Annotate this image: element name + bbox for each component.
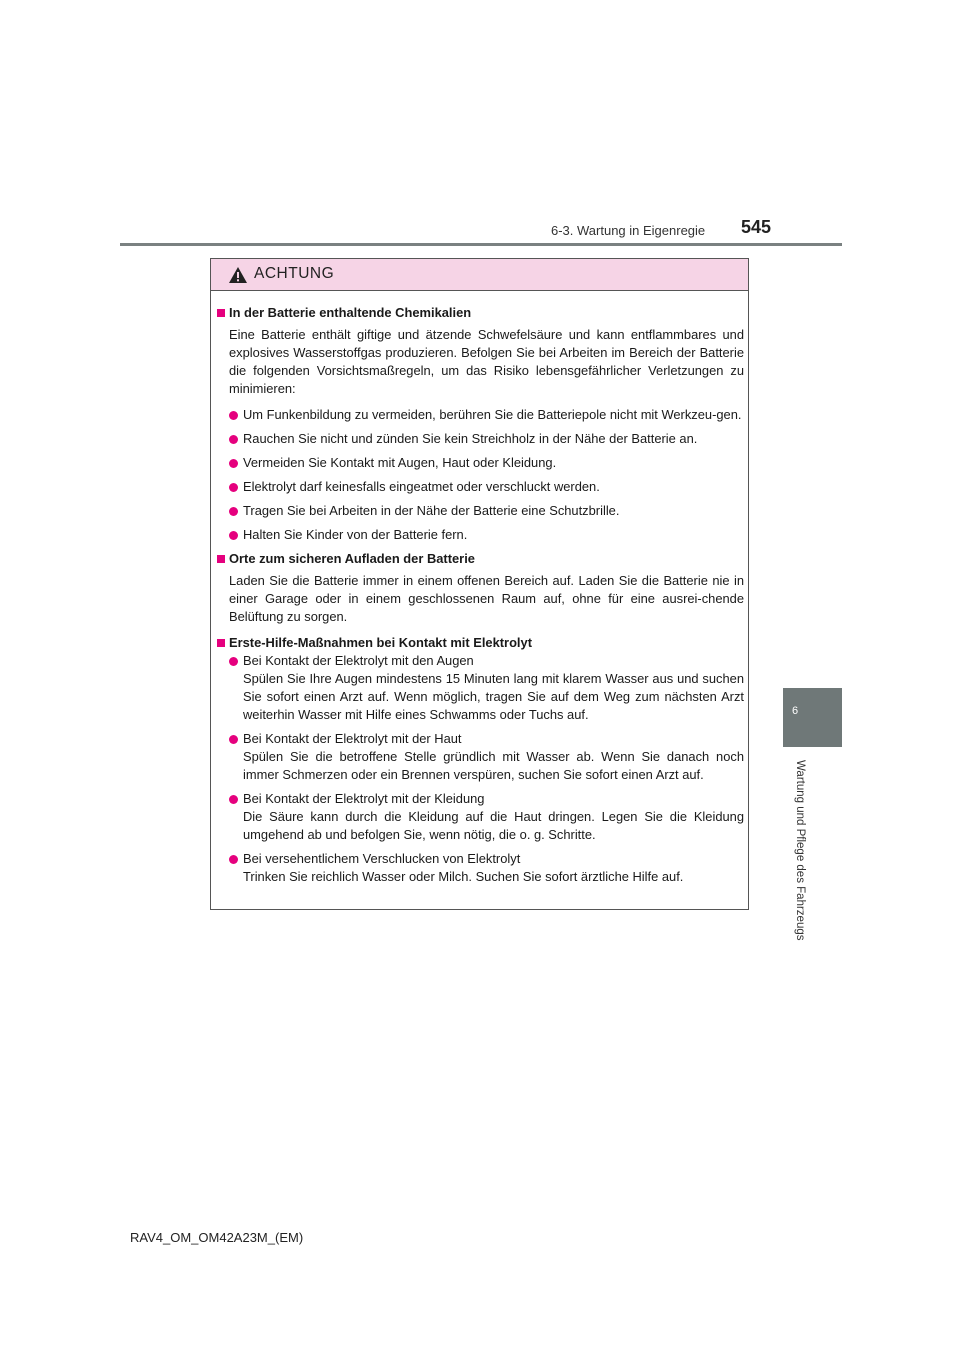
- first-aid-item: [217, 790, 744, 844]
- bullet-text: Rauchen Sie nicht und zünden Sie kein Streichholz in der Nähe der Batterie an.: [243, 431, 698, 446]
- section-heading-text: Erste-Hilfe-Maßnahmen bei Kontakt mit Elektrolyt: [229, 635, 532, 650]
- first-aid-item: [217, 652, 744, 724]
- header-section-title: 6-3. Wartung in Eigenregie: [551, 223, 706, 238]
- bullet-item: [217, 526, 744, 544]
- round-bullet-icon: [229, 795, 238, 804]
- bullet-item: [217, 430, 744, 448]
- section-paragraph: Eine Batterie enthält giftige und ätzende Schwefelsäure und kann entflammbares und explosives Wasserstoffgas produzieren. Befolgen Sie bei Arbeiten im Bereich der Batterie die folgenden Vorsichtsmaßregeln, um das Risiko lebensgefährlicher Verletzungen zu minimieren:: [229, 327, 744, 396]
- first-aid-title: Bei Kontakt der Elektrolyt mit der Haut: [243, 731, 462, 746]
- section-heading-text: In der Batterie enthaltende Chemikalien: [229, 305, 472, 320]
- first-aid-text: Spülen Sie die betroffene Stelle gründlich mit Wasser ab. Wenn Sie danach noch immer Schmerzen oder ein Brennen verspüren, suchen Sie sofort einen Arzt auf.: [243, 749, 744, 782]
- caution-box: [210, 258, 749, 910]
- bullet-text: Halten Sie Kinder von der Batterie fern.: [243, 527, 468, 542]
- page-number: 545: [741, 217, 772, 237]
- round-bullet-icon: [229, 855, 238, 864]
- bullet-text: Um Funkenbildung zu vermeiden, berühren Sie die Batteriepole nicht mit Werkzeu-gen.: [243, 407, 742, 422]
- bullet-item: [217, 502, 744, 520]
- first-aid-item: [217, 850, 744, 886]
- first-aid-text: Die Säure kann durch die Kleidung auf die Haut dringen. Legen Sie die Kleidung umgehend ab und befolgen Sie, wenn nötig, die o. g. Schritte.: [243, 809, 744, 842]
- section-heading: [217, 634, 744, 652]
- caution-header: [211, 259, 748, 291]
- caution-title: ACHTUNG: [254, 265, 335, 282]
- round-bullet-icon: [229, 507, 238, 516]
- section-paragraph: Laden Sie die Batterie immer in einem offenen Bereich auf. Laden Sie die Batterie nie in einer Garage oder in einem geschlossenen Raum auf, ohne für eine ausrei-chende Belüftung zu sorgen.: [229, 573, 744, 624]
- bullet-text: Tragen Sie bei Arbeiten in der Nähe der Batterie eine Schutzbrille.: [243, 503, 620, 518]
- first-aid-title: Bei Kontakt der Elektrolyt mit der Kleidung: [243, 791, 485, 806]
- bullet-item: [217, 478, 744, 496]
- first-aid-item: [217, 730, 744, 784]
- bullet-text: Vermeiden Sie Kontakt mit Augen, Haut oder Kleidung.: [243, 455, 557, 470]
- round-bullet-icon: [229, 657, 238, 666]
- chapter-number: 6: [791, 705, 799, 717]
- first-aid-text: Trinken Sie reichlich Wasser oder Milch. Suchen Sie sofort ärztliche Hilfe auf.: [243, 869, 684, 884]
- warning-triangle-icon: [229, 267, 247, 283]
- first-aid-title: Bei versehentlichem Verschlucken von Elektrolyt: [243, 851, 521, 866]
- chapter-tab: [783, 688, 842, 747]
- bullet-text: Elektrolyt darf keinesfalls eingeatmet oder verschluckt werden.: [243, 479, 600, 494]
- header-rule: [120, 243, 842, 246]
- square-bullet-icon: [217, 555, 225, 563]
- bullet-item: [217, 454, 744, 472]
- first-aid-title: Bei Kontakt der Elektrolyt mit den Augen: [243, 653, 474, 668]
- round-bullet-icon: [229, 435, 238, 444]
- section-heading: [217, 304, 744, 322]
- chapter-title: Wartung und Pflege des Fahrzeugs: [794, 760, 806, 941]
- section-heading-text: Orte zum sicheren Aufladen der Batterie: [229, 551, 475, 566]
- section-heading: [217, 550, 744, 568]
- square-bullet-icon: [217, 639, 225, 647]
- round-bullet-icon: [229, 483, 238, 492]
- bullet-item: [217, 406, 744, 424]
- round-bullet-icon: [229, 411, 238, 420]
- round-bullet-icon: [229, 459, 238, 468]
- first-aid-text: Spülen Sie Ihre Augen mindestens 15 Minuten lang mit klarem Wasser aus und suchen Sie sofort einen Arzt auf. Wenn möglich, tragen Sie auf dem Weg zum nächsten Arzt weiterhin Wasser mit Hilfe eines Schwamms oder Tuchs auf.: [243, 671, 744, 722]
- round-bullet-icon: [229, 735, 238, 744]
- square-bullet-icon: [217, 309, 225, 317]
- round-bullet-icon: [229, 531, 238, 540]
- caution-content: [217, 304, 744, 892]
- footer-doc-code: RAV4_OM_OM42A23M_(EM): [130, 1230, 304, 1245]
